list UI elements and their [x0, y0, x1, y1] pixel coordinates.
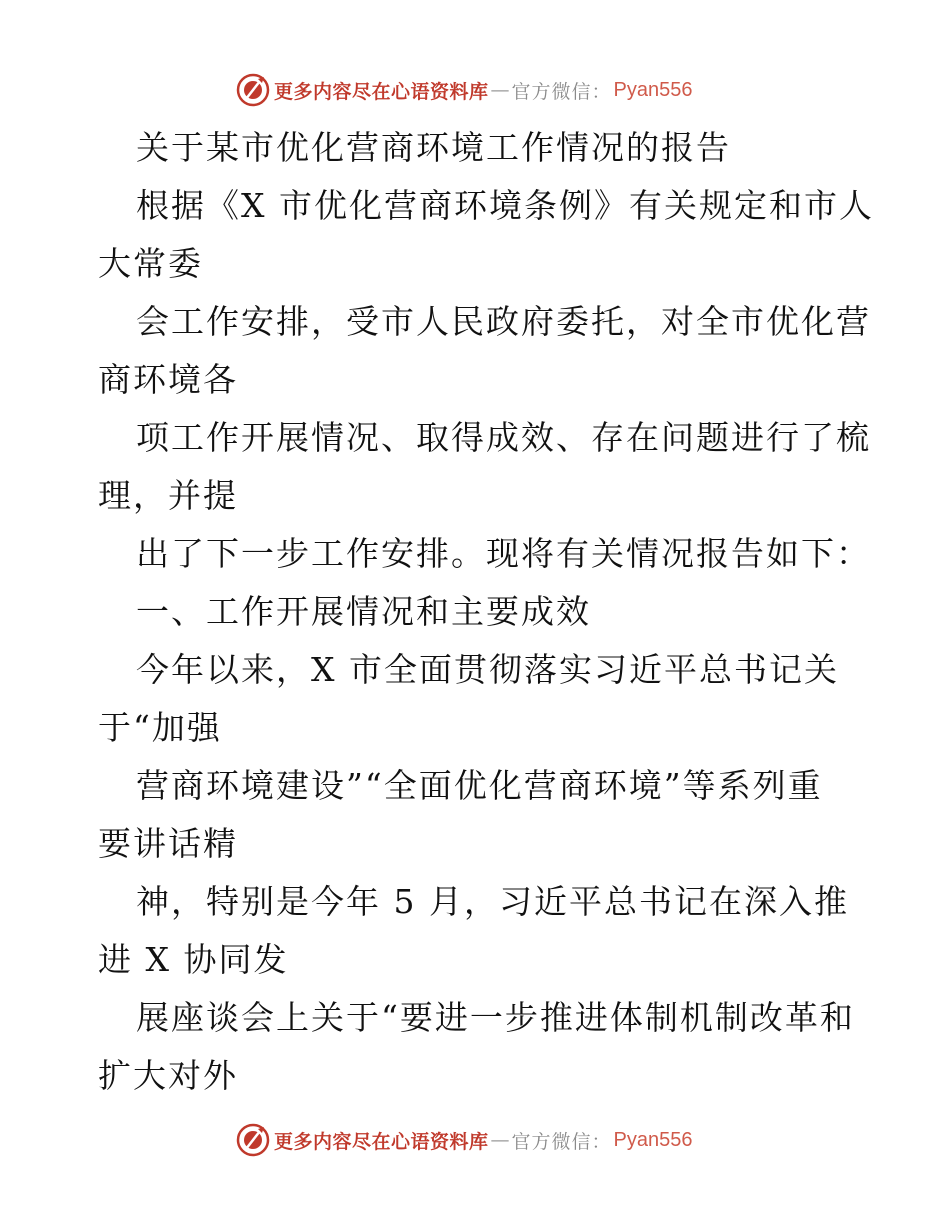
- paragraph-line: 出了下一步工作安排。现将有关情况报告如下：: [136, 534, 871, 573]
- watermark-wechat-id: Pyan556: [613, 1128, 693, 1151]
- watermark-dash: —: [490, 1129, 510, 1151]
- paragraph-line: 要讲话精: [98, 824, 238, 863]
- watermark-site-text: 更多内容尽在心语资料库: [274, 1130, 489, 1153]
- watermark-site-text: 更多内容尽在心语资料库: [274, 80, 489, 103]
- paragraph-line: 根据《X 市优化营商环境条例》有关规定和市人: [136, 186, 874, 225]
- section-heading: 一、工作开展情况和主要成效: [136, 592, 591, 631]
- watermark-official-label: 官方微信：: [511, 1130, 612, 1153]
- paragraph-line: 项工作开展情况、取得成效、存在问题进行了梳: [136, 418, 871, 457]
- paragraph-line: 进 X 协同发: [98, 940, 289, 979]
- watermark-official-label: 官方微信：: [511, 80, 612, 103]
- paragraph-line: 会工作安排，受市人民政府委托，对全市优化营: [136, 302, 871, 341]
- brand-logo-icon: [236, 1123, 270, 1157]
- paragraph-line: 神，特别是今年 5 月，习近平总书记在深入推: [136, 882, 849, 921]
- paragraph-line: 扩大对外: [98, 1056, 238, 1095]
- document-title: 关于某市优化营商环境工作情况的报告: [136, 128, 731, 167]
- header-watermark: [236, 72, 693, 108]
- footer-watermark: [236, 1122, 693, 1158]
- watermark-dash: —: [490, 79, 510, 101]
- paragraph-line: 理，并提: [98, 476, 238, 515]
- paragraph-line: 营商环境建设”“全面优化营商环境”等系列重: [136, 766, 823, 805]
- paragraph-line: 于“加强: [98, 708, 222, 747]
- brand-logo-icon: [236, 73, 270, 107]
- paragraph-line: 大常委: [98, 244, 203, 283]
- paragraph-line: 今年以来，X 市全面贯彻落实习近平总书记关: [136, 650, 839, 689]
- paragraph-line: 商环境各: [98, 360, 238, 399]
- paragraph-line: 展座谈会上关于“要进一步推进体制机制改革和: [136, 998, 855, 1037]
- watermark-wechat-id: Pyan556: [613, 78, 693, 101]
